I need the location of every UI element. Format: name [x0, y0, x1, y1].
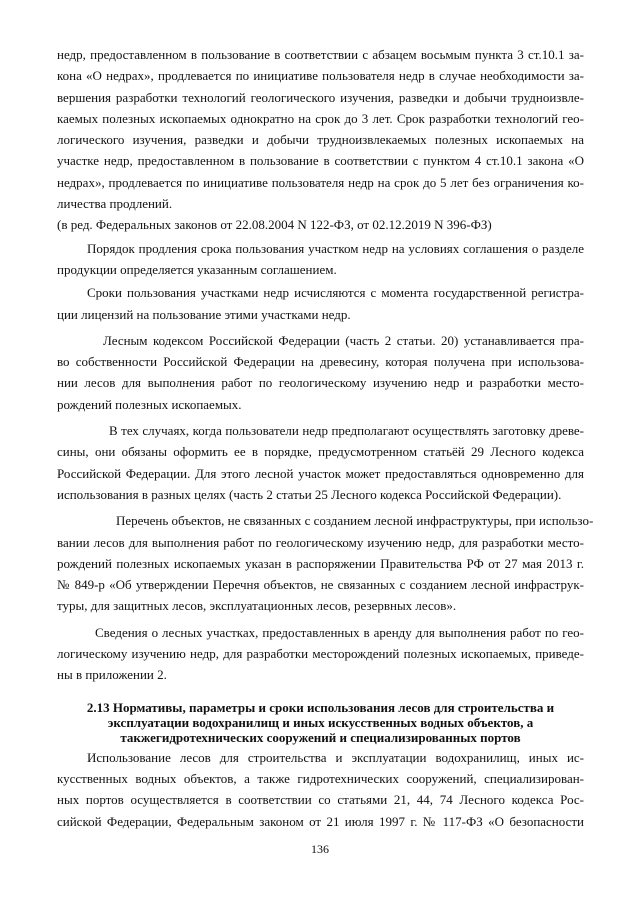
paragraph-reservoirs — [57, 747, 584, 832]
text-line: логическому изучению недр, для разработки месторождений полезных ископаемых, приведе- — [57, 646, 584, 662]
text-line: логического изучения, разведки и добычи трудноизвлекаемых полезных ископаемых на — [57, 132, 584, 148]
heading-line: эксплуатации водохранилищ и иных искусственных водных объектов, а — [107, 714, 534, 730]
text-line: недр, предоставленном в пользование в соответствии с абзацем восьмым пункта 3 ст.10.1 за- — [57, 47, 584, 62]
text-line: Порядок продления срока пользования участком недр на условиях соглашения о разделе — [87, 240, 584, 256]
text-line: каемых полезных ископаемых однократно на срок до 3 лет. Срок разработки технологий гео- — [57, 110, 584, 126]
text-line: рождений полезных ископаемых. — [57, 396, 242, 412]
text-line: недрах», продлевается по инициативе пользователя недр на срок до 5 лет без ограничения ко- — [57, 174, 584, 190]
paragraph-lease-info — [57, 622, 584, 686]
paragraph-extension-order — [57, 238, 584, 281]
text-line: рождений полезных ископаемых указан в распоряжении Правительства РФ от 27 мая 2013 г. — [57, 555, 584, 571]
text-line: вершения разработки технологий геологического изучения, разведки и добычи трудноизвле- — [57, 89, 584, 105]
document-page — [57, 44, 594, 832]
text-line: № 849-р «Об утверждении Перечня объектов, не связанных с созданием лесной инфраструк- — [57, 577, 584, 593]
text-line: ны в приложении 2. — [57, 667, 167, 683]
text-line: использования в разных целях (часть 2 статьи 25 Лесного кодекса Российской Федерации). — [57, 486, 562, 502]
text-line: Перечень объектов, не связанных с созданием лесной инфраструктуры, при использо- — [116, 513, 594, 529]
text-line: Использование лесов для строительства и эксплуатации водохранилищ, иных ис- — [87, 749, 584, 765]
text-line: кона «О недрах», продлевается по инициативе пользователя недр в случае необходимости за- — [57, 68, 584, 84]
text-line: ции лицензий на пользование этими участками недр. — [57, 306, 351, 322]
text-line: ных портов осуществляется в соответствии со статьями 21, 44, 74 Лесного кодекса Рос- — [57, 792, 584, 808]
paragraph-objects-list — [57, 510, 594, 616]
text-line: сины, они обязаны оформить ее в порядке, предусмотренном статьёй 29 Лесного кодекса — [57, 444, 584, 460]
text-line: туры, для защитных лесов, эксплуатационных лесов, резервных лесов». — [57, 598, 457, 614]
text-line: В тех случаях, когда пользователи недр предполагают осуществлять заготовку древе- — [109, 423, 584, 439]
text-line: Сведения о лесных участках, предоставленных в аренду для выполнения работ по гео- — [95, 624, 584, 640]
text-line: Российской Федерации. Для этого лесной участок может предоставляться одновременно для — [57, 465, 584, 481]
text-line: во собственности Российской Федерации на древесину, которая получена при использова- — [57, 354, 584, 370]
text-line: личества продлений. — [57, 196, 173, 212]
paragraph-usage-terms — [57, 282, 584, 325]
text-line: (в ред. Федеральных законов от 22.08.2004 N 122-ФЗ, от 02.12.2019 N 396-ФЗ) — [57, 217, 492, 233]
section-heading — [57, 700, 584, 745]
paragraph-amendment-note — [57, 214, 584, 235]
heading-line: такжегидротехнических сооружений и специализированных портов — [120, 729, 521, 745]
text-line: Лесным кодексом Российской Федерации (часть 2 статьи. 20) устанавливается пра- — [103, 332, 584, 348]
text-line: кусственных водных объектов, а также гидротехнических сооружений, специализирован- — [57, 770, 584, 786]
text-line: участке недр, предоставленном в пользование в соответствии с пунктом 4 ст.10.1 закона «О — [57, 153, 584, 169]
text-line: нии лесов для выполнения работ по геологическому изучению недр и разработки место- — [57, 375, 584, 391]
text-line: сийской Федерации, Федеральным законом от 21 июля 1997 г. № 117-ФЗ «О безопасности — [57, 813, 584, 829]
text-line: Сроки пользования участками недр исчисляются с момента государственной регистра- — [87, 285, 584, 301]
paragraph-subsoil-extension — [57, 44, 584, 214]
paragraph-forest-code-ownership — [57, 330, 584, 415]
text-line: продукции определяется указанным соглашением. — [57, 261, 337, 277]
heading-line: 2.13 Нормативы, параметры и сроки использования лесов для строительства и — [86, 699, 555, 715]
text-line: вании лесов для выполнения работ по геологическому изучению недр, для разработки место- — [57, 534, 584, 550]
page-number: 136 — [311, 842, 329, 856]
paragraph-timber-harvest — [57, 420, 584, 505]
